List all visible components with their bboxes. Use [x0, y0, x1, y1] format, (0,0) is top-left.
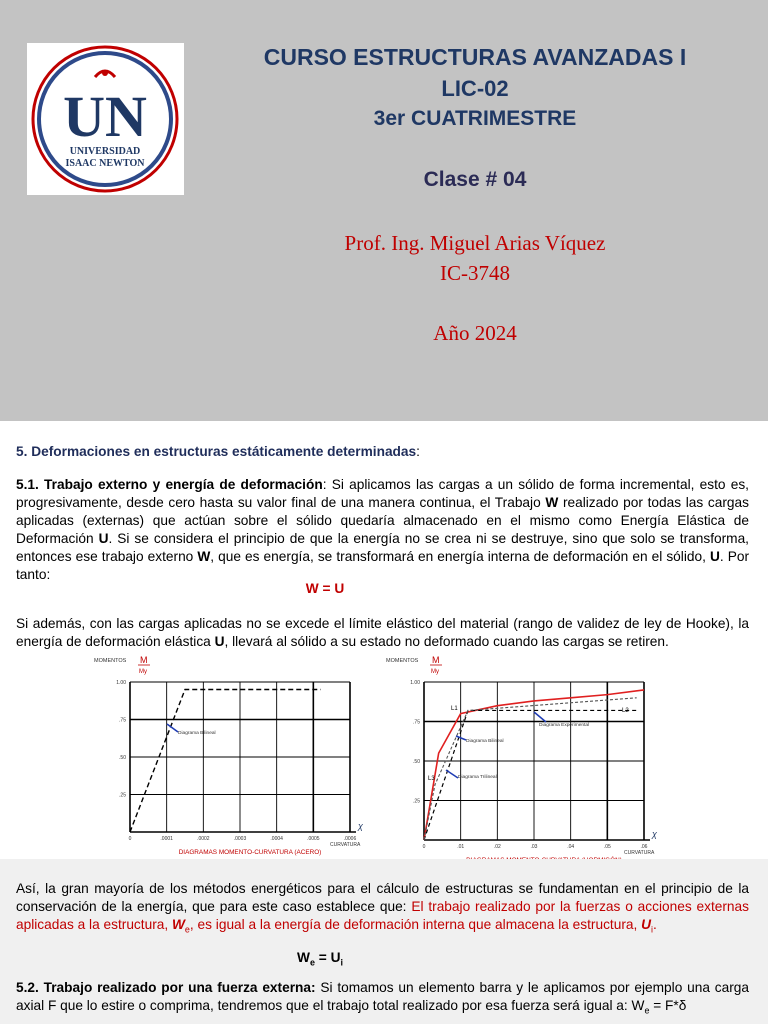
chart-ylabel: MOMENTOS — [94, 658, 127, 664]
paragraph-hooke: Si además, con las cargas aplicadas no se excede el límite elástico del material (rango de validez de ley de Hooke), la energía de deformación elástica U, llevará al sólido a su estado no deformado cuando las cargas se retiren. — [16, 616, 749, 649]
chart-xtick-label: .0002 — [197, 836, 210, 842]
chart-hormigon-svg — [384, 652, 659, 864]
annotation-trilineal: Diagrama Trilineal — [458, 775, 497, 780]
paragraph-5-1: 5.1. Trabajo externo y energía de deformación: Si aplicamos las cargas a un sólido de forma incremental, esto es, progresivamente, desde cero hasta su valor final de una manera continua, el Trabajo W realizado por todas las cargas aplicadas (externas) que actúan sobre el sólido quedaría almacenado en el mismo como Energía Elástica de Deformación U. Si se considera el principio de que la energía no se crea ni se destruye, sino que solo se transforma, entonces ese trabajo externo W, que es energía, se transformará en energía interna de deformación en el sólido, U. Por tanto: — [16, 477, 750, 582]
label-l3: L3 — [428, 776, 435, 782]
label-l2: L2 — [622, 708, 629, 714]
logo-line1: UNIVERSIDAD — [69, 146, 141, 157]
chart-ytick-label: .50 — [119, 755, 126, 761]
series-bilineal-line — [424, 710, 637, 840]
equation-w-u: W = U — [305, 581, 345, 596]
professor-id: IC-3748 — [440, 261, 510, 285]
class-number: Clase # 04 — [423, 168, 527, 191]
professor-name: Prof. Ing. Miguel Arias Víquez — [344, 231, 606, 255]
chart-ylabel: MOMENTOS — [386, 658, 419, 664]
logo-seal-icon — [27, 43, 184, 195]
course-title: CURSO ESTRUCTURAS AVANZADAS I — [263, 44, 687, 70]
series-trilineal-line — [424, 698, 637, 840]
chart-xtick-label: .06 — [640, 844, 648, 850]
chart-xtick-label: 0 — [128, 836, 132, 842]
paragraph-5-2: 5.2. Trabajo realizado por una fuerza externa: Si tomamos un elemento barra y le aplicamos por ejemplo una carga axial F que lo estire o comprima, tendremos que el trabajo total realizado por esa fuerza será igual a: $W_e = F*\delta$ — [16, 980, 749, 1016]
chart-ytick-label: .50 — [413, 759, 420, 765]
chart-xtick-label: .0003 — [233, 836, 247, 842]
logo-letters: UN — [63, 84, 147, 149]
chart-xtick-label: .01 — [457, 844, 465, 850]
logo-line2: ISAAC NEWTON — [65, 158, 145, 169]
title-block — [200, 38, 750, 348]
chart-xtick-label: .0004 — [270, 836, 283, 842]
term: 3er CUATRIMESTRE — [373, 107, 577, 130]
chart-xtick-label: .0005 — [307, 836, 320, 842]
university-logo — [27, 43, 184, 195]
chart-ytick-label: .75 — [119, 717, 126, 724]
paragraph-conservation: Así, la gran mayoría de los métodos energéticos para el cálculo de estructuras se fundamentan en el principio de la conservación de la energía, que para este caso establece que: El trabajo realizado por la fuerzas o acciones externas aplicadas a la estructura, $W_e$, es igual a la energía de deformación interna que almacena la estructura, $U_i$. — [16, 881, 749, 935]
title-slide — [0, 0, 768, 420]
chart-xtick-label: 0 — [422, 844, 426, 850]
chart-xtick-label: .02 — [493, 844, 501, 850]
chart-xlabel: CURVATURA — [330, 842, 361, 848]
chart-title: DIAGRAMAS MOMENTO-CURVATURA (ACERO) — [178, 849, 322, 856]
chart-ytick-label: 1.00 — [410, 680, 420, 686]
chart-yfrac-bot: My — [139, 669, 147, 675]
annotation-bilineal: Diagrama Bilineal — [178, 731, 216, 736]
year: Año 2024 — [433, 321, 517, 345]
annotation-pointer — [446, 770, 458, 778]
chart-ytick-label: .25 — [413, 798, 420, 805]
label-l1: L1 — [451, 706, 458, 712]
chart-ytick-label: .25 — [119, 792, 126, 799]
chart-xtick-label: .05 — [603, 844, 611, 850]
chart-xtick-label: .0001 — [160, 836, 173, 842]
chart-ytick-label: 1.00 — [116, 680, 126, 686]
series-bilineal-line — [130, 690, 321, 833]
annotation-pointer — [534, 712, 546, 722]
section-heading: 5. Deformaciones en estructuras estáticamente determinadas: — [16, 444, 420, 459]
chart-yfrac-top: M — [432, 655, 440, 665]
chart-acero — [92, 652, 363, 860]
annotation-bilineal: Diagrama Bilineal — [466, 739, 504, 744]
annotation-experimental: Diagrama Experimental — [539, 723, 590, 728]
chart-hormigon — [384, 652, 659, 864]
chart-xsym: χ — [652, 829, 657, 839]
chart-ytick-label: .75 — [413, 719, 420, 726]
chart-yfrac-bot: My — [431, 669, 439, 675]
chart-xtick-label: .04 — [567, 844, 575, 850]
chart-xtick-label: .0006 — [343, 836, 357, 842]
course-code: LIC-02 — [441, 76, 509, 101]
equation-we-ui: $W_e = U_i$ — [297, 950, 343, 968]
chart-acero-svg — [92, 652, 363, 860]
chart-yfrac-top: M — [140, 655, 148, 665]
chart-xtick-label: .03 — [530, 844, 538, 850]
chart-xsym: χ — [358, 821, 363, 831]
chart-xlabel: CURVATURA — [624, 850, 655, 856]
